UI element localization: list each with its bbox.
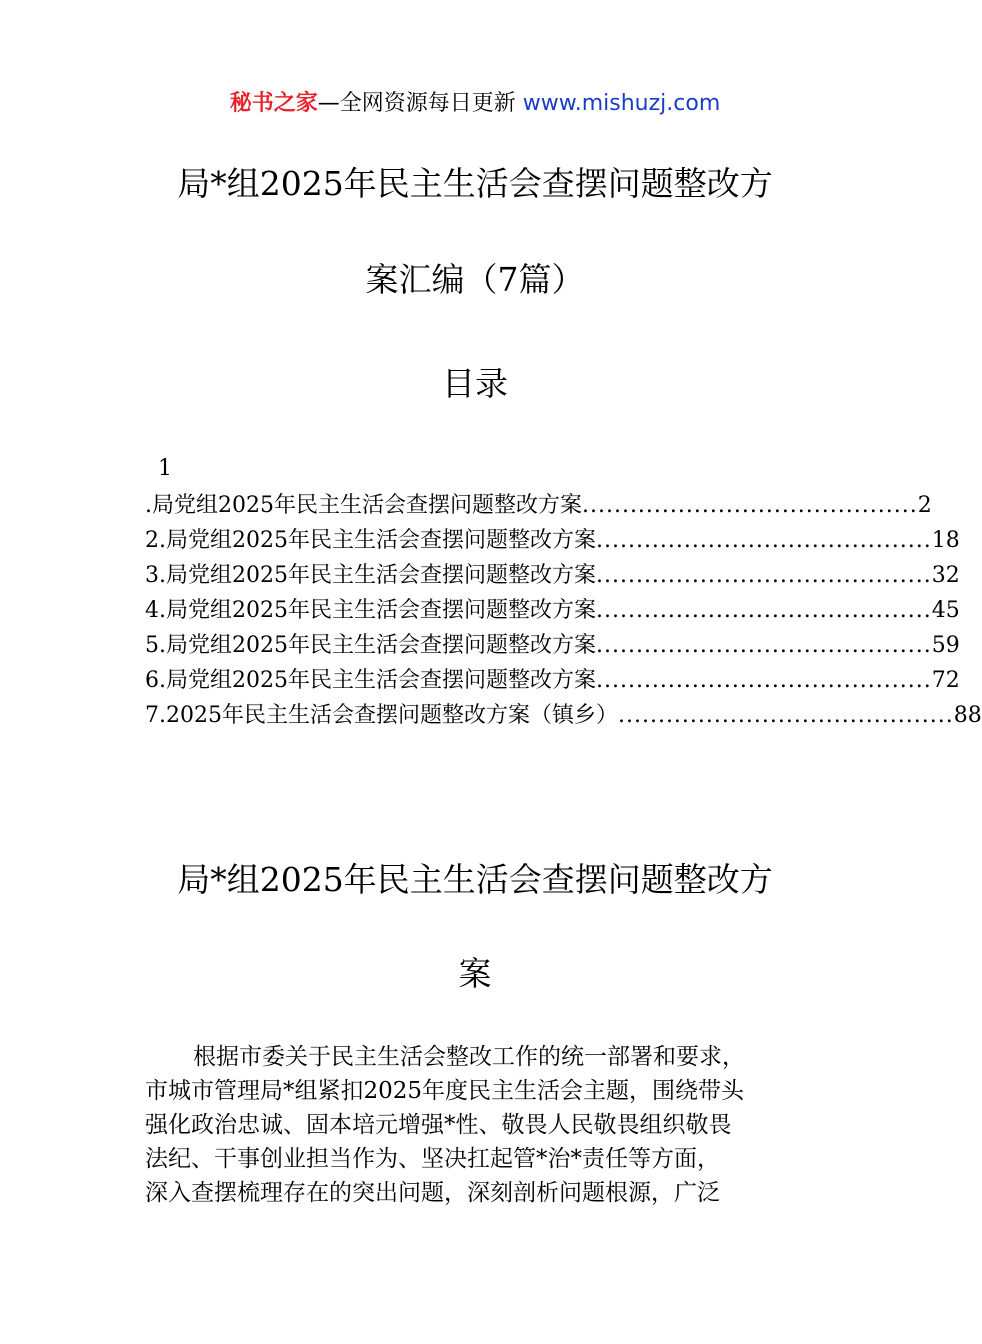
body-line: 深入查摆梳理存在的突出问题，深刻剖析问题根源，广泛 (145, 1180, 720, 1206)
toc-entry[interactable] (145, 663, 960, 698)
body-line: 强化政治忠诚、固本培元增强*性、敬畏人民敬畏组织敬畏 (145, 1112, 732, 1138)
document-title-line-2: 案汇编（7篇） (365, 260, 585, 299)
toc-entry-title: 4.局党组2025年民主生活会查摆问题整改方案 (145, 598, 596, 623)
toc-entry-title: 6.局党组2025年民主生活会查摆问题整改方案 (145, 668, 596, 693)
header-tagline: —全网资源每日更新 (317, 91, 516, 116)
toc-leader-dots: .......................................... (595, 563, 932, 588)
toc-entry-title: 7.2025年民主生活会查摆问题整改方案（镇乡） (145, 703, 618, 728)
body-line: 根据市委关于民主生活会整改工作的统一部署和要求， (193, 1044, 745, 1070)
toc-entry[interactable] (145, 523, 960, 558)
site-url-link[interactable]: www.mishuzj.com (522, 91, 721, 116)
toc-page-number: 32 (931, 563, 960, 588)
toc-entry[interactable] (145, 488, 932, 523)
toc-leader-dots: .......................................... (595, 528, 932, 553)
brand-name: 秘书之家 (229, 91, 318, 116)
toc-heading: 目录 (442, 364, 508, 403)
toc-page-number: 59 (931, 633, 960, 658)
document-title-line-1: 局*组2025年民主生活会查摆问题整改方 (177, 164, 773, 203)
toc-page-number: 2 (917, 493, 932, 518)
toc-entry[interactable] (145, 628, 960, 663)
toc-leader-dots: .......................................... (581, 493, 918, 518)
body-line: 市城市管理局*组紧扣2025年度民主生活会主题，围绕带头 (145, 1078, 745, 1104)
toc-leader-dots: .......................................... (595, 633, 932, 658)
toc-page-number: 72 (931, 668, 960, 693)
table-of-contents (145, 488, 982, 733)
toc-page-number: 18 (931, 528, 960, 553)
section-title-line-2: 案 (458, 954, 492, 993)
body-line: 法纪、干事创业担当作为、坚决扛起管*治*责任等方面， (145, 1146, 720, 1172)
toc-leader-dots: .......................................... (595, 598, 932, 623)
toc-leader-dots: .......................................... (595, 668, 932, 693)
toc-entry-title: 2.局党组2025年民主生活会查摆问题整改方案 (145, 528, 596, 553)
toc-page-number: 45 (931, 598, 960, 623)
toc-entry-title: 3.局党组2025年民主生活会查摆问题整改方案 (145, 563, 596, 588)
toc-entry[interactable] (145, 593, 960, 628)
toc-lead-number: 1 (158, 456, 172, 481)
toc-entry-title: 5.局党组2025年民主生活会查摆问题整改方案 (145, 633, 596, 658)
toc-leader-dots: .......................................... (617, 703, 954, 728)
body-paragraph (145, 1040, 817, 1210)
section-title-line-1: 局*组2025年民主生活会查摆问题整改方 (177, 860, 773, 899)
toc-entry[interactable] (145, 558, 960, 593)
toc-entry-title: .局党组2025年民主生活会查摆问题整改方案 (145, 493, 582, 518)
toc-entry[interactable] (145, 698, 982, 733)
site-header (0, 88, 950, 120)
toc-page-number: 88 (953, 703, 982, 728)
